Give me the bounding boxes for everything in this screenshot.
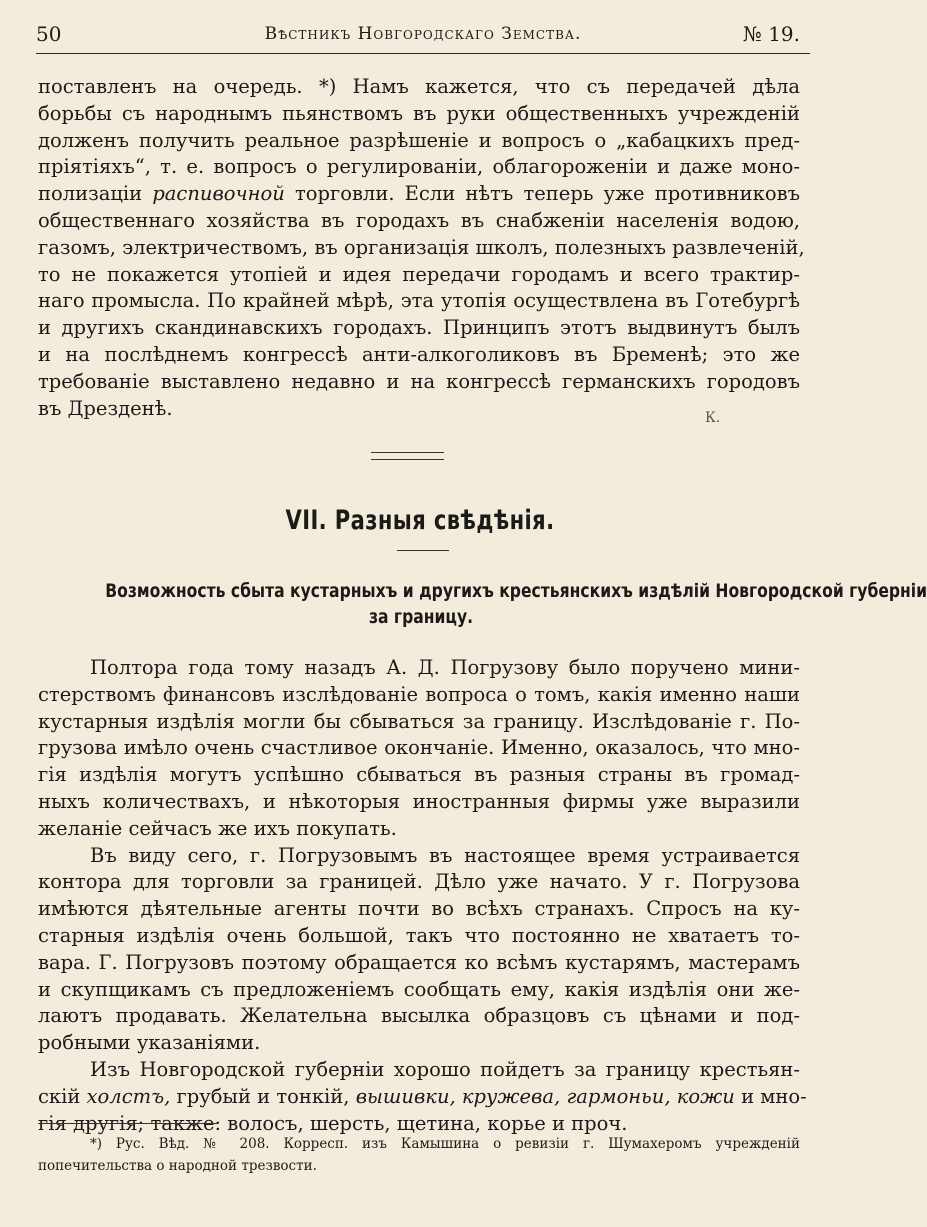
text-line: газомъ, электричествомъ, въ организація школъ, полезныхъ развлеченій, — [38, 235, 805, 259]
text-line: кустарныя издѣлія могли бы сбываться за границу. Изслѣдованіе г. По- — [38, 709, 800, 733]
footnote-line: попечительства о народной трезвости. — [38, 1158, 317, 1174]
text-fragment: торговли. Если нѣтъ теперь уже противниковъ — [294, 182, 800, 206]
heading-rule — [397, 550, 449, 551]
section-heading: VII. Разныя свѣдѣнія. — [285, 505, 555, 536]
text-line: ныхъ количествахъ, и нѣкоторыя иностранныя фирмы уже выразили — [38, 789, 800, 813]
italic-term: гармоньи, — [566, 1084, 671, 1108]
text-line: Въ виду сего, г. Погрузовымъ въ настоящее время устраивается — [90, 843, 800, 867]
italic-term: вышивки, — [355, 1084, 456, 1108]
article-title-line: Возможность сбыта кустарныхъ и другихъ крестьянскихъ издѣлій Новгородской губерніи — [105, 580, 927, 602]
text-line: Изъ Новгородской губерніи хорошо пойдетъ за границу крестьян- — [90, 1057, 800, 1081]
footnote-rule — [38, 1123, 218, 1124]
text-line: пріятіяхъ“, т. е. вопросъ о регулированіи, облагороженіи и даже моно- — [38, 155, 800, 179]
header-rule — [36, 53, 810, 54]
running-header — [36, 22, 810, 52]
footnote-line: *) Рус. Вѣд. № 208. Корресп. изъ Камышина о ревизіи г. Шумахеромъ учрежденій — [90, 1136, 800, 1152]
text-fragment: скій — [38, 1084, 81, 1108]
text-line: Полтора года тому назадъ А. Д. Погрузову было поручено мини- — [90, 656, 800, 679]
text-line: въ Дрезденѣ. — [38, 396, 173, 420]
italic-term: распивочной — [152, 182, 285, 206]
article-title — [36, 578, 927, 630]
text-line: вара. Г. Погрузовъ поэтому обращается ко всѣмъ кустарямъ, мастерамъ — [38, 950, 800, 974]
author-initial: К. — [705, 410, 721, 426]
text-line: желаніе сейчасъ же ихъ покупать. — [38, 816, 397, 840]
text-line: стерствомъ финансовъ изслѣдованіе вопроса о томъ, какія именно наши — [38, 682, 800, 706]
text-line: и скупщикамъ съ предложеніемъ сообщать ему, какія издѣлія они же- — [38, 977, 800, 1001]
text-line: общественнаго хозяйства въ городахъ въ снабженіи населенія водою, — [38, 208, 800, 232]
text-fragment: грубый и тонкій, — [176, 1084, 350, 1108]
text-line: требованіе выставлено недавно и на конгрессѣ германскихъ городовъ — [38, 369, 800, 393]
text-line — [38, 181, 800, 208]
text-line: старныя издѣлія очень большой, такъ что постоянно не хватаетъ то- — [38, 923, 800, 947]
italic-term: холстъ, — [86, 1084, 171, 1108]
article-title-line: за границу. — [368, 606, 474, 628]
text-line: контора для торговли за границей. Дѣло уже начато. У г. Погрузова — [38, 870, 800, 894]
issue-number: № 19. — [742, 22, 800, 46]
text-fragment: и мно- — [741, 1084, 807, 1108]
page-number: 50 — [36, 22, 62, 46]
text-line: гія издѣлія могутъ успѣшно сбываться въ разныя страны въ громад- — [38, 763, 800, 787]
text-line: долженъ получить реальное разрѣшеніе и вопросъ о „кабацкихъ пред- — [38, 128, 800, 152]
journal-title: Вѣстникъ Новгородскаго Земства. — [264, 24, 582, 44]
text-line: и другихъ скандинавскихъ городахъ. Принципъ этотъ выдвинутъ былъ — [38, 316, 800, 340]
section-divider — [371, 452, 444, 460]
text-line: и на послѣднемъ конгрессѣ анти-алкоголиковъ въ Бременѣ; это же — [38, 342, 800, 366]
text-line: поставленъ на очередь. *) Намъ кажется, что съ передачей дѣла — [38, 75, 800, 98]
paragraph-temperance — [38, 74, 805, 422]
text-line: гія другія; также: волосъ, шерсть, щетина, корье и проч. — [38, 1111, 628, 1135]
text-line: робными указаніями. — [38, 1031, 261, 1055]
text-line: то не покажется утопіей и идея передачи городамъ и всего трактир- — [38, 262, 800, 286]
text-line: лаютъ продавать. Желательна высылка образцовъ съ цѣнами и под- — [38, 1004, 800, 1028]
italic-term: кожи — [676, 1084, 735, 1108]
footnote — [38, 1133, 800, 1177]
text-line: борьбы съ народнымъ пьянствомъ въ руки общественныхъ учрежденій — [38, 101, 800, 125]
text-line: грузова имѣло очень счастливое окончаніе. Именно, оказалось, что мно- — [38, 736, 800, 760]
text-line: наго промысла. По крайней мѣрѣ, эта утопія осуществлена въ Готебургѣ — [38, 289, 800, 313]
text-line: имѣются дѣятельные агенты почти во всѣхъ странахъ. Спросъ на ку- — [38, 897, 800, 921]
text-fragment: полизаціи — [38, 182, 143, 206]
paragraph-crafts — [38, 655, 807, 1137]
text-line — [38, 1084, 807, 1111]
italic-term: кружева, — [461, 1084, 561, 1108]
